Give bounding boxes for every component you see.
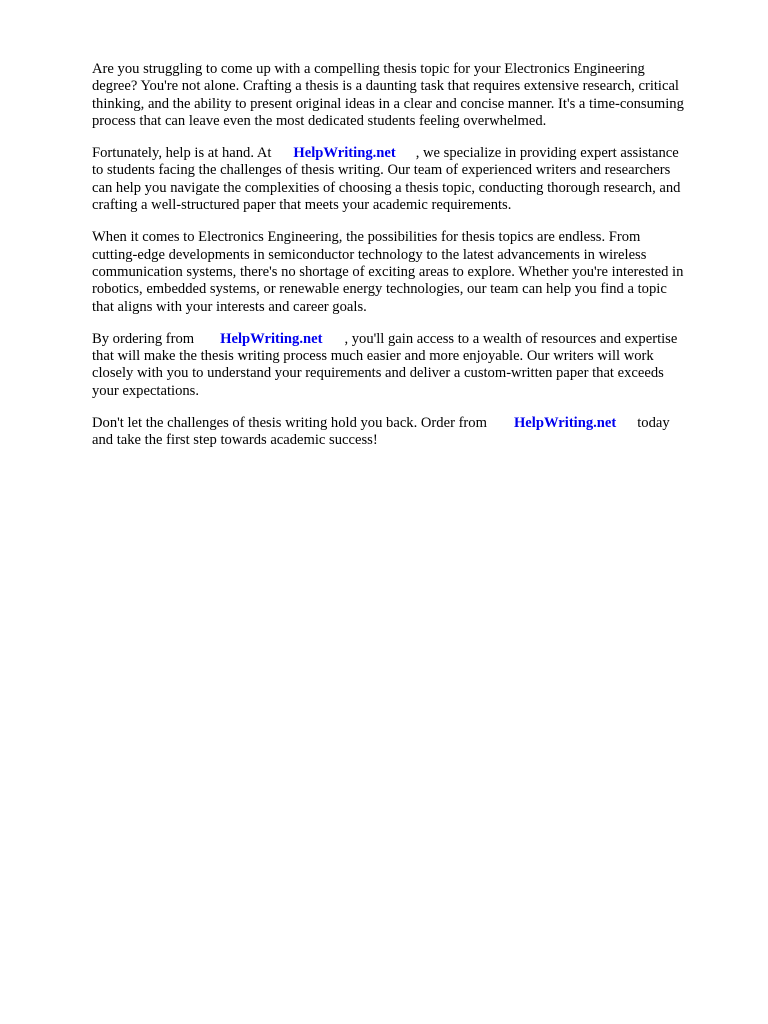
paragraph-ordering: [92, 331, 732, 400]
paragraph-topics: [92, 229, 732, 315]
text-segment: , you'll gain access to a wealth of resources and expertise: [344, 330, 678, 347]
helpwriting-link[interactable]: HelpWriting.net: [220, 330, 323, 347]
text-line: that will make the thesis writing process much easier and more enjoyable. Our writers will work: [92, 348, 654, 365]
text-line: [92, 145, 732, 162]
text-line: closely with you to understand your requirements and deliver a custom-written paper that exceeds: [92, 365, 664, 382]
paragraph-intro: [92, 61, 732, 130]
text-line: your expectations.: [92, 382, 199, 399]
helpwriting-link[interactable]: HelpWriting.net: [513, 415, 617, 432]
text-line: robotics, embedded systems, or renewable energy technologies, our team can help you find a topic: [92, 281, 667, 298]
text-line: can help you navigate the complexities of choosing a thesis topic, conducting thorough research, and: [92, 179, 681, 196]
paragraph-help: [92, 145, 732, 214]
text-segment: today: [637, 415, 670, 432]
text-line: cutting-edge developments in semiconductor technology to the latest advancements in wireless: [92, 246, 647, 263]
text-line: [92, 331, 732, 348]
text-line: thinking, and the ability to present original ideas in a clear and concise manner. It's a time-consuming: [92, 95, 684, 112]
text-line: process that can leave even the most dedicated students feeling overwhelmed.: [92, 112, 547, 129]
paragraph-closing: [92, 415, 732, 450]
text-line: to students facing the challenges of thesis writing. Our team of experienced writers and researchers: [92, 162, 671, 179]
text-line: communication systems, there's no shortage of exciting areas to explore. Whether you're interested in: [92, 263, 684, 280]
text-segment: By ordering from: [92, 330, 195, 347]
text-line: When it comes to Electronics Engineering, the possibilities for thesis topics are endless. From: [92, 229, 641, 246]
text-line: crafting a well-structured paper that meets your academic requirements.: [92, 197, 512, 214]
text-line: that aligns with your interests and career goals.: [92, 298, 367, 315]
text-line: Are you struggling to come up with a compelling thesis topic for your Electronics Engineering: [92, 61, 645, 77]
helpwriting-link[interactable]: HelpWriting.net: [293, 145, 396, 162]
text-line: [92, 415, 732, 432]
text-line: and take the first step towards academic success!: [92, 432, 378, 449]
document-body: [92, 61, 732, 465]
text-line: degree? You're not alone. Crafting a thesis is a daunting task that requires extensive research, critical: [92, 78, 679, 95]
text-segment: , we specialize in providing expert assistance: [415, 145, 679, 162]
text-segment: Don't let the challenges of thesis writing hold you back. Order from: [92, 415, 487, 432]
text-segment: Fortunately, help is at hand. At: [92, 145, 272, 162]
